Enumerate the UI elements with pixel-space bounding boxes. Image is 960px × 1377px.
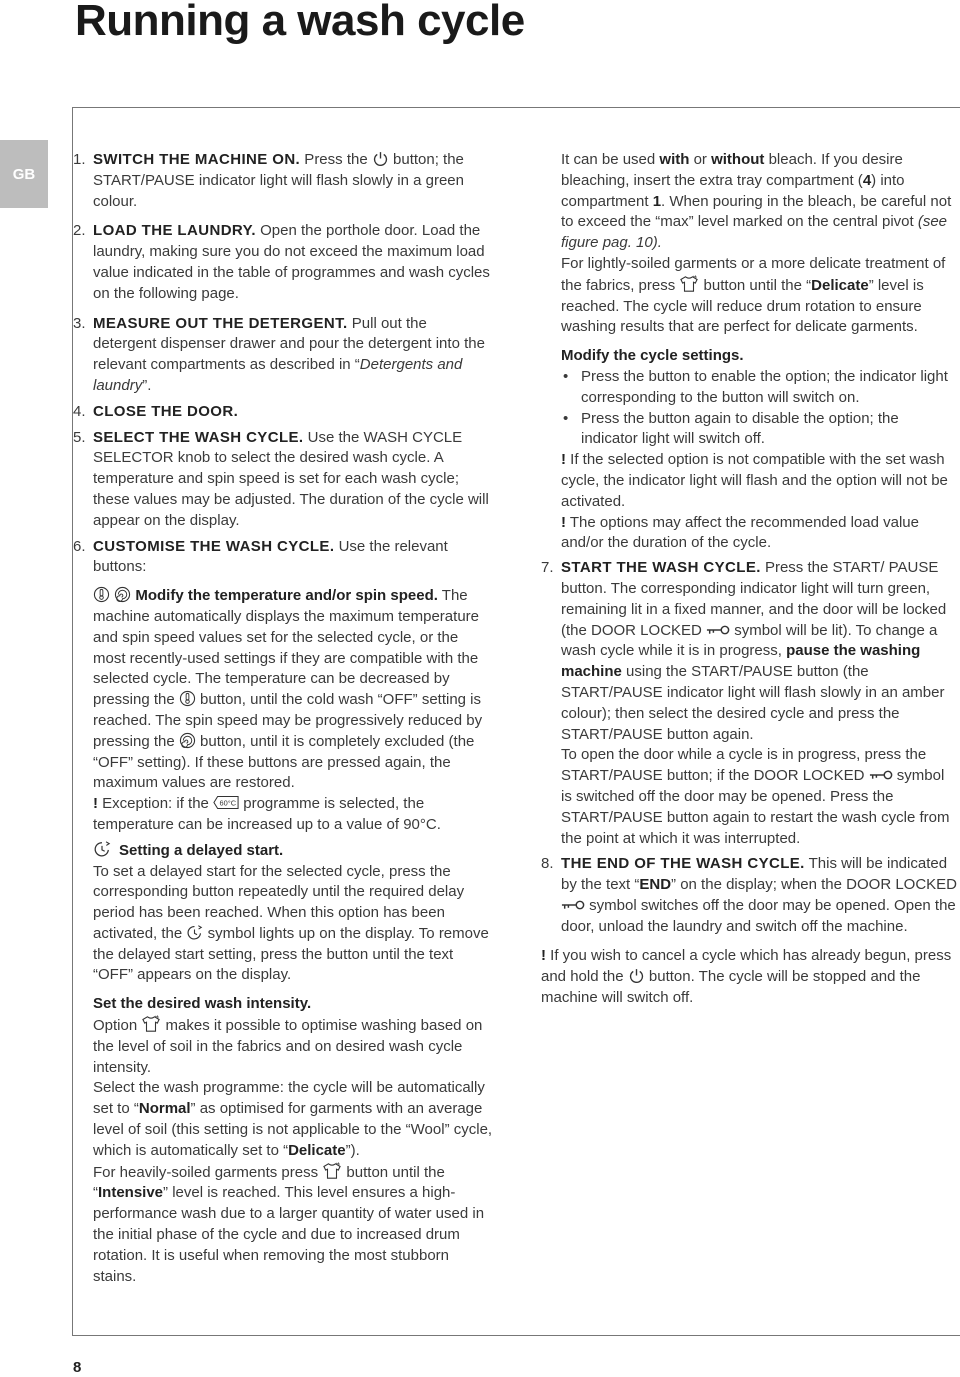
step-4 xyxy=(73,402,493,423)
paragraph-text: bleach. If you desire bleaching, insert the extra tray compartment ( xyxy=(561,151,903,189)
svg-text:60°C: 60°C xyxy=(219,798,237,808)
list-item-text: Press the button again to disable the option; the indicator light will switch off. xyxy=(581,409,899,448)
step-number: 7. xyxy=(541,559,554,577)
warning-mark: ! xyxy=(93,795,98,813)
left-column xyxy=(73,150,493,1292)
step-number: 8. xyxy=(541,855,554,873)
page-title: Running a wash cycle xyxy=(75,0,525,45)
bold-word: without xyxy=(711,151,765,168)
step-number: 4. xyxy=(73,402,86,420)
step-text: Press the xyxy=(300,151,372,168)
paragraph-text: For heavily-soiled garments press xyxy=(93,1163,323,1181)
delicate-setting-text: Delicate xyxy=(288,1141,346,1159)
step-heading: MEASURE OUT THE DETERGENT. xyxy=(93,314,348,332)
60c-programme-icon xyxy=(213,795,239,810)
door-locked-key-icon xyxy=(706,624,730,636)
delayed-start-section xyxy=(93,840,493,987)
list-item-text: Press the button to enable the option; the indicator light corresponding to the button will switch on. xyxy=(581,367,948,406)
paragraph-text: button until the “ xyxy=(93,1163,445,1202)
paragraph-text: To set a delayed start for the selected cycle, press the corresponding button repeatedly until the required delay period has been reached. When this option has been activated, the xyxy=(93,862,465,942)
list-item xyxy=(561,409,959,451)
step-heading: CLOSE THE DOOR. xyxy=(93,402,239,420)
step-text: Use the relevant buttons: xyxy=(93,537,448,576)
delay-timer-icon xyxy=(93,840,111,858)
paragraph-text: programme is selected, the temperature can be increased up to a value of 90°C. xyxy=(93,795,441,833)
step-heading: SELECT THE WASH CYCLE. xyxy=(93,428,304,446)
paragraph xyxy=(93,1078,493,1161)
bold-phrase: pause the washing machine xyxy=(561,642,921,681)
step-text: Open the porthole door. Load the laundry, making sure you do not exceed the maximum load value indicated in the table of programmes and wash cycles on the following page. xyxy=(93,222,490,302)
delayed-start-text xyxy=(93,862,493,987)
power-icon xyxy=(628,967,645,984)
step-number: 3. xyxy=(73,314,86,332)
exception-note xyxy=(93,794,493,836)
step-number: 1. xyxy=(73,151,86,168)
step-heading: START THE WASH CYCLE. xyxy=(561,559,761,577)
step-text: ” on the display; when the DOOR LOCKED xyxy=(671,876,958,894)
intensity-shirt-icon xyxy=(322,1162,342,1180)
step-italic-text: Detergents and laundry xyxy=(93,356,463,394)
paragraph-text: Select the wash programme: the cycle will be automatically set to “ xyxy=(93,1079,485,1118)
top-divider xyxy=(72,107,960,108)
delicate-setting-text: Delicate xyxy=(811,276,869,294)
paragraph-text: The machine automatically displays the maximum temperature and spin speed values set for the selected cycle, or the most recently-used settings if they are compatible with the selected cycle. The temperature can be decreased by pressing the xyxy=(93,587,479,709)
paragraph-text: ” level is reached. This level ensures a high-performance wash due to a larger quantity of water used in the initial phase of the cycle and due to increased drum rotation. It is useful when removing the most stubborn stains. xyxy=(93,1184,485,1285)
warning-mark: ! xyxy=(561,513,566,531)
cancel-cycle-note xyxy=(541,946,959,1008)
warning-mark: ! xyxy=(561,451,566,469)
paragraph-text: It can be used xyxy=(561,151,660,168)
step-6 xyxy=(73,537,493,1288)
step-5 xyxy=(73,428,493,532)
bold-word: with xyxy=(659,151,690,168)
paragraph-text: Exception: if the xyxy=(98,795,214,813)
paragraph-text: button, until it is completely excluded (the “OFF” setting). If these buttons are pressed again, the maximum values are restored. xyxy=(93,732,475,792)
step-heading: LOAD THE LAUNDRY. xyxy=(93,222,256,240)
step-2 xyxy=(73,221,493,304)
bullet: • xyxy=(563,367,569,385)
intensive-setting-text: Intensive xyxy=(98,1184,164,1202)
step-text: symbol will be lit). To change a wash cycle while it is in progress, xyxy=(561,621,938,660)
paragraph-text: The options may affect the recommended load value and/or the duration of the cycle. xyxy=(561,513,919,552)
normal-setting-text: Normal xyxy=(138,1100,191,1118)
wash-intensity-heading: Set the desired wash intensity. xyxy=(93,995,312,1013)
warning-note xyxy=(561,450,959,512)
paragraph-text: ” level is reached. The cycle will reduce drum rotation to ensure washing results that are perfect for delicate garments. xyxy=(561,276,924,336)
page-number: 8 xyxy=(73,1359,82,1376)
paragraph-text: button, until the cold wash “OFF” setting is reached. The spin speed may be progressively reduced by pressing the xyxy=(93,691,483,750)
step-text: Press the START/ PAUSE button. The corresponding indicator light will turn green, remaining lit in a fixed manner, and the door will be locked (the DOOR LOCKED xyxy=(561,559,947,639)
end-display-text: END xyxy=(639,876,672,894)
paragraph-text: Option xyxy=(93,1017,142,1035)
step-text: Use the WASH CYCLE SELECTOR knob to select the desired wash cycle. A temperature and spin speed is set for each wash cycle; these values may be adjusted. The duration of the cycle will appear on the display. xyxy=(93,428,489,529)
delicate-shirt-icon xyxy=(679,275,699,293)
spin-icon xyxy=(114,586,131,603)
step-heading: CUSTOMISE THE WASH CYCLE. xyxy=(93,537,335,555)
paragraph-text: symbol lights up on the display. To remove the delayed start setting, press the button until the text “OFF” appears on the display. xyxy=(93,924,489,984)
step-text: button; the START/PAUSE indicator light will flash slowly in a green colour. xyxy=(93,151,464,210)
paragraph-text: makes it possible to optimise washing based on the level of soil in the fabrics and on desired wash cycle intensity. xyxy=(93,1017,483,1076)
paragraph xyxy=(561,745,959,849)
step-heading: SWITCH THE MACHINE ON. xyxy=(93,151,301,168)
step-text: ”. xyxy=(142,376,152,394)
paragraph-text: ”). xyxy=(345,1141,360,1159)
delay-timer-icon xyxy=(186,924,203,941)
modify-settings-heading: Modify the cycle settings. xyxy=(561,347,744,365)
step-3 xyxy=(73,314,493,397)
modify-settings-section xyxy=(541,346,959,554)
list-item xyxy=(561,367,959,409)
paragraph-text: or xyxy=(689,151,712,168)
figure-reference: (see figure pag. 10). xyxy=(561,213,948,252)
paragraph-text: . When pouring in the bleach, be careful not to exceed the “max” level marked on the central pivot xyxy=(561,192,952,231)
bold-word: 1 xyxy=(652,192,662,210)
warning-note xyxy=(561,513,959,555)
language-tab: GB xyxy=(0,140,48,208)
step-number: 2. xyxy=(73,222,86,240)
step-text: using the START/PAUSE button (the START/PAUSE indicator light will flash slowly in an amber colour); then select the desired cycle and press the START/PAUSE button again. xyxy=(561,663,945,743)
step-text: Pull out the detergent dispenser drawer and pour the detergent into the relevant compartments as described in “ xyxy=(93,314,485,374)
paragraph-text: ) into compartment xyxy=(561,171,905,210)
step-text: This will be indicated by the text “ xyxy=(561,855,948,894)
temperature-icon xyxy=(93,586,110,603)
paragraph-text: If you wish to cancel a cycle which has already begun, press and hold the xyxy=(541,947,952,986)
bottom-divider xyxy=(72,1335,960,1336)
step-8 xyxy=(541,854,959,937)
step-number: 5. xyxy=(73,428,86,446)
door-locked-key-icon xyxy=(869,769,893,781)
paragraph xyxy=(93,1162,493,1288)
spin-icon xyxy=(179,732,196,749)
step-text: symbol is switched off the door may be opened. Press the START/PAUSE button again to restart the wash cycle from the point at which it was interrupted. xyxy=(561,767,950,847)
paragraph-text: button. The cycle will be stopped and the machine will switch off. xyxy=(541,968,921,1007)
step-number: 6. xyxy=(73,537,86,555)
right-column xyxy=(541,150,959,1009)
power-icon xyxy=(372,150,389,167)
step-heading: THE END OF THE WASH CYCLE. xyxy=(561,855,805,873)
paragraph-text: If the selected option is not compatible with the set wash cycle, the indicator light will flash and the option will not be activated. xyxy=(561,451,948,510)
warning-mark: ! xyxy=(541,947,546,965)
temperature-spin-heading: Modify the temperature and/or spin speed. xyxy=(135,587,438,605)
step-1 xyxy=(73,150,493,212)
step-text: To open the door while a cycle is in progress, press the START/PAUSE button; if the DOOR LOCKED xyxy=(561,746,927,785)
door-locked-key-icon xyxy=(561,899,585,911)
step-text: symbol switches off the door may be opened. Open the door, unload the laundry and switch off the machine. xyxy=(561,896,956,935)
delayed-start-heading: Setting a delayed start. xyxy=(119,841,284,859)
delicate-paragraph xyxy=(541,254,959,338)
paragraph-text: For lightly-soiled garments or a more delicate treatment of the fabrics, press xyxy=(561,254,946,294)
paragraph xyxy=(93,1015,493,1078)
bullet: • xyxy=(563,409,569,427)
bold-word: 4 xyxy=(862,171,872,189)
paragraph-text: ” as optimised for garments with an average level of soil (this setting is not applicable to the “Wool” cycle, which is automatically set to “ xyxy=(93,1100,493,1159)
temperature-icon xyxy=(179,690,196,707)
bleach-paragraph xyxy=(541,150,959,254)
step-7 xyxy=(541,558,959,849)
paragraph-text: button until the “ xyxy=(699,276,812,294)
wash-intensity-section xyxy=(93,994,493,1287)
temperature-spin-section xyxy=(93,586,493,794)
intensity-shirt-icon xyxy=(141,1015,161,1033)
